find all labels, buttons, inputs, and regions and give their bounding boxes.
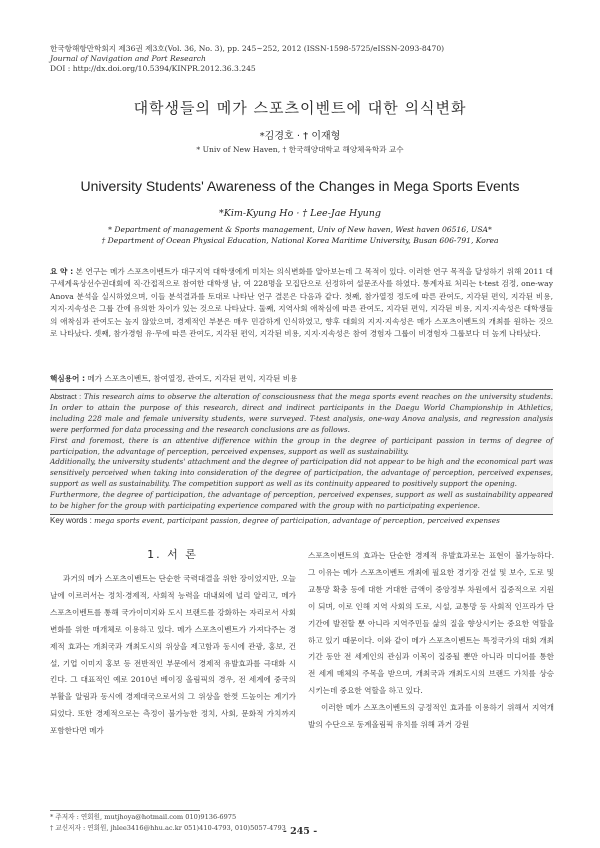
doi-link[interactable]: DOI : http://dx.doi.org/10.5394/KINPR.2012.36.3.245	[50, 64, 256, 73]
keywords-english-label: Key words :	[50, 516, 92, 525]
title-korean: 대학생들의 메가 스포츠이벤트에 대한 의식변화	[133, 99, 467, 117]
footnote-divider	[50, 810, 200, 811]
abstract-paragraph: Furthermore, the degree of participation, the advantage of perception, perceived expenses, support as well as sustainability appeared to be higher for the group with participating experience compared with the group with no participating experience.	[50, 490, 553, 511]
abstract-paragraph: Additionally, the university students' attachment and the degree of participation did not appear to be high and the economical part was sensitively perceived when taking into consideration of the degree of participation, the advantage of perception, perceived expenses, support as well as sustainability. The competition support as well as its continuity appeared to positively support the opening.	[50, 457, 553, 489]
affiliation-korean: * Univ of New Haven, † 한국해양대학교 해양체육학과 교수	[196, 145, 404, 154]
keywords-korean-text: 메가 스포츠이벤트, 참여열정, 관여도, 지각된 편익, 지각된 비용	[87, 374, 298, 383]
journal-citation: 한국항해항만학회지 제36권 제3호(Vol. 36, No. 3), pp. 245~252, 2012 (ISSN-1598-5725/eISSN-2093-8470)	[50, 44, 445, 53]
keywords-korean	[50, 373, 553, 384]
abstract-paragraph-text: This research aims to observe the alteration of consciousness that the mega sports event reaches on the university students. In order to attain the purpose of this research, direct and indirect participants in the Daegu World Championship in Athletics, including 228 male and female university students, were surveyed. T-test analysis, one-way Anova analysis, and regression analysis were performed for data processing and the research conclusions are as follows.	[50, 392, 553, 434]
affiliation-line: † Department of Ocean Physical Education, National Korea Maritime University, Busan 606-791, Korea	[101, 236, 499, 245]
body-column-left	[50, 571, 296, 740]
keywords-english-text: mega sports event, participant passion, degree of participation, advantage of perception, perceived expenses	[94, 516, 500, 525]
authors-english: *Kim-Kyung Ho · † Lee-Jae Hyung	[219, 208, 381, 219]
abstract-english-label: Abstract :	[50, 392, 82, 401]
keywords-korean-label: 핵심용어 :	[50, 374, 86, 383]
abstract-korean	[50, 266, 553, 340]
page-number: - 245 -	[282, 826, 318, 837]
abstract-paragraph: First and foremost, there is an attentive difference within the group in the degree of participant passion in terms of degree of participation, the advantage of perception, perceived expenses, support as well as sustainability.	[50, 435, 553, 456]
keywords-english	[50, 516, 553, 525]
body-paragraph: 과거의 메가 스포츠이벤트는 단순한 국력대결을 위한 장이었지만, 오늘날에 이르러서는 정치·경제적, 사회적 능력을 대내외에 널리 알리고, 메가 스포츠이벤트를 통해 국가이미지와 도시 브랜드를 강화하는 자리로서 사회변화를 위한 매개체로 이용하고 있다. 메가 스포츠이벤트가 가져다주는 경제적 효과는 개최국과 개최도시의 위상을 제고함과 동시에 관광, 홍보, 건설, 기업 이미지 홍보 등 전반적인 부문에서 경제적 유발효과를 극대화 시킨다. 그 대표적인 예로 2010년 베이징 올림픽의 경우, 전 세계에 중국의 부활을 알림과 동시에 경제대국으로서의 그 위상을 한껏 드높이는 계기가 되었다. 또한 경제적으로는 측정이 불가능한 정치, 사회, 문화적 가치까지 포함한다면 메가	[50, 574, 296, 736]
abstract-paragraph	[50, 392, 553, 436]
body-column-right	[308, 548, 554, 734]
journal-name: Journal of Navigation and Port Research	[50, 54, 206, 63]
footnote-corresponding-main: * 주저자 : 연회원, mutjhoya@hotmail.com 010)9136-6975	[50, 813, 237, 821]
journal-header	[50, 44, 444, 74]
footnote-corresponding-author: † 교신저자 : 연회원, jhlee3416@hhu.ac.kr 051)410-4793, 010)5057-4793	[50, 823, 286, 832]
affiliation-line: * Department of management & Sports management, Univ of New haven, West haven 06516, USA*	[108, 225, 492, 234]
body-paragraph: 스포츠이벤트의 효과는 단순한 경제적 유발효과로는 표현이 불가능하다. 그 이유는 메가 스포츠이벤트 개최에 필요한 경기장 건설 및 보수, 도로 및 교통망 확충 등에 대한 거대한 금액이 중앙정부 차원에서 집중적으로 지원이 되며, 이로 인해 지역 사회의 도로, 시설, 교통망 등 사회적 인프라가 단기간에 발전할 뿐 아니라 지역주민들 삶의 질을 향상시키는 중요한 역할을 하고 있기 때문이다. 이와 같이 메가 스포츠이벤트는 특정국가의 대회 개최 기간 동안 전 세계인의 관심과 이목이 집중될 뿐만 아니라 미디어를 통한 전 세계 매체의 주목을 받으며, 개최국과 개최도시의 브랜드 가치를 상승 시키는데 중요한 역할을 하고 있다.	[308, 551, 554, 696]
affiliations-english	[0, 224, 600, 246]
authors-korean: *김경호 · † 이재형	[259, 131, 341, 142]
body-paragraph: 이러한 메가 스포츠이벤트의 긍정적인 효과를 이용하기 위해서 지역개발의 수단으로 동계올림픽 유치를 위해 과거 강원	[308, 703, 554, 730]
abstract-english	[50, 392, 553, 512]
section-heading: 1. 서 론	[147, 548, 198, 561]
abstract-korean-text: 본 연구는 메가 스포츠이벤트가 대구지역 대학생에게 미치는 의식변화를 알아보는데 그 목적이 있다. 이러한 연구 목적을 달성하기 위해 2011 대구세계육상선수권대회에 직·간접적으로 참여한 대학생 남, 여 228명을 모집단으로 선정하여 설문조사를 하였다. 통계자료 처리는 t-test 검정, one-way Anova 분석을 실시하였으며, 이들 분석결과를 토대로 나타난 연구 결론은 다음과 같다. 첫째, 참가열정 정도에 따른 관여도, 지각된 편익, 지각된 비용, 지지·지속성은 그룹 간에 유의한 차이가 있는 것으로 나타났다. 둘째, 지역사회 애착심에 따른 관여도, 지각된 편익, 지각된 비용, 지지·지속성은 대학생들의 애착심과 관여도는 높지 않았으며, 경제적인 부분은 매우 민감하게 인식하였고, 향후 대회의 지지·지속성은 매가 스포츠이벤트의 개최를 원하는 것으로 나타났다. 셋째, 참가경험 유·무에 따른 관여도, 지각된 편익, 지각된 비용, 지지·지속성은 참여 경험자 그룹이 비경험자 그룹보다 더 높게 나타났다.	[50, 267, 553, 339]
title-english: University Students' Awareness of the Changes in Mega Sports Events	[80, 178, 520, 194]
abstract-korean-label: 요 약 :	[50, 267, 74, 276]
